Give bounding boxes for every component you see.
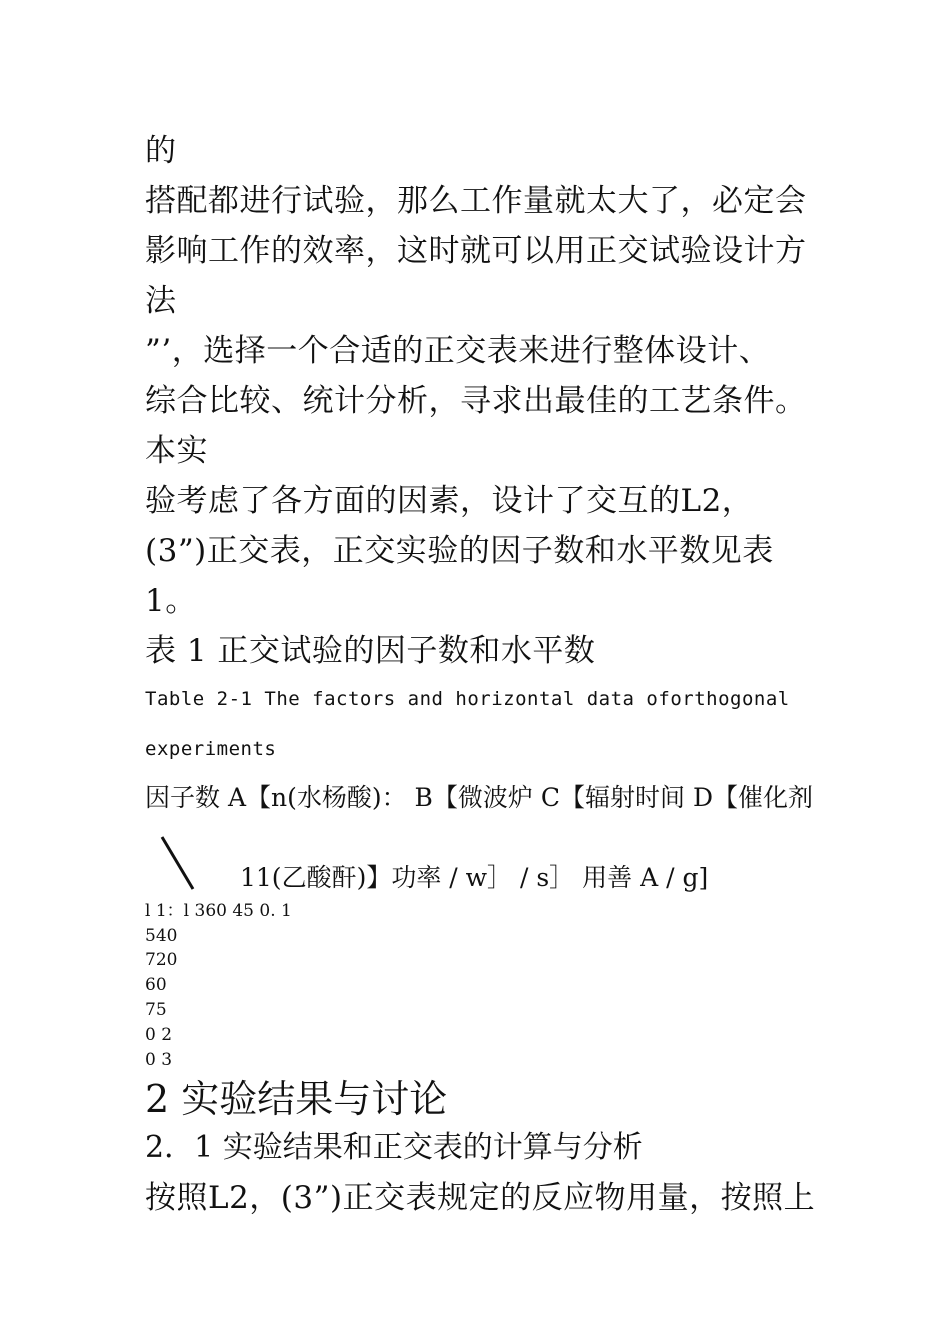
body-text-line: 法 <box>145 283 177 319</box>
section-heading: 2 实验结果与讨论 <box>145 1077 448 1121</box>
table-cell: 540 <box>145 926 178 946</box>
diagonal-header-divider <box>160 835 196 891</box>
table-cell: 720 <box>145 950 178 970</box>
body-text-line: 的 <box>145 133 177 169</box>
table-caption-english: Table 2-1 The factors and horizontal data oforthogonal <box>145 688 790 710</box>
table-cell: l 1：l 360 45 0. 1 <box>145 901 292 921</box>
body-text-line: 影响工作的效率，这时就可以用正交试验设计方 <box>145 233 807 269</box>
subsection-heading: 2．1 实验结果和正交表的计算与分析 <box>145 1130 643 1165</box>
table-cell: 0 3 <box>145 1050 173 1070</box>
table-caption: 表 1 正交试验的因子数和水平数 <box>145 633 596 669</box>
table-cell: 60 <box>145 975 167 995</box>
body-text-line: 1。 <box>145 583 197 619</box>
body-text-line: 验考虑了各方面的因素，设计了交互的L2， <box>145 483 754 519</box>
table-header-row: 因子数 A【n(水杨酸)： B【微波炉 C【辐射时间 D【催化剂 <box>145 783 813 812</box>
body-text-line: (3”)正交表，正交实验的因子数和水平数见表 <box>145 533 774 569</box>
body-text-line: 按照L2，(3”)正交表规定的反应物用量，按照上 <box>145 1180 816 1216</box>
body-text-line: ”’，选择一个合适的正交表来进行整体设计、 <box>145 333 771 369</box>
body-text-line: 本实 <box>145 433 208 469</box>
table-cell: 0 2 <box>145 1025 173 1045</box>
table-caption-english-continued: experiments <box>145 738 277 760</box>
table-header-row-continued: 11(乙酸酐)】功率 / w］ / s］ 用善 A / g] <box>240 863 709 892</box>
body-text-line: 综合比较、统计分析，寻求出最佳的工艺条件。 <box>145 383 807 419</box>
table-cell: 75 <box>145 1000 167 1020</box>
body-text-line: 搭配都进行试验，那么工作量就太大了，必定会 <box>145 183 807 219</box>
